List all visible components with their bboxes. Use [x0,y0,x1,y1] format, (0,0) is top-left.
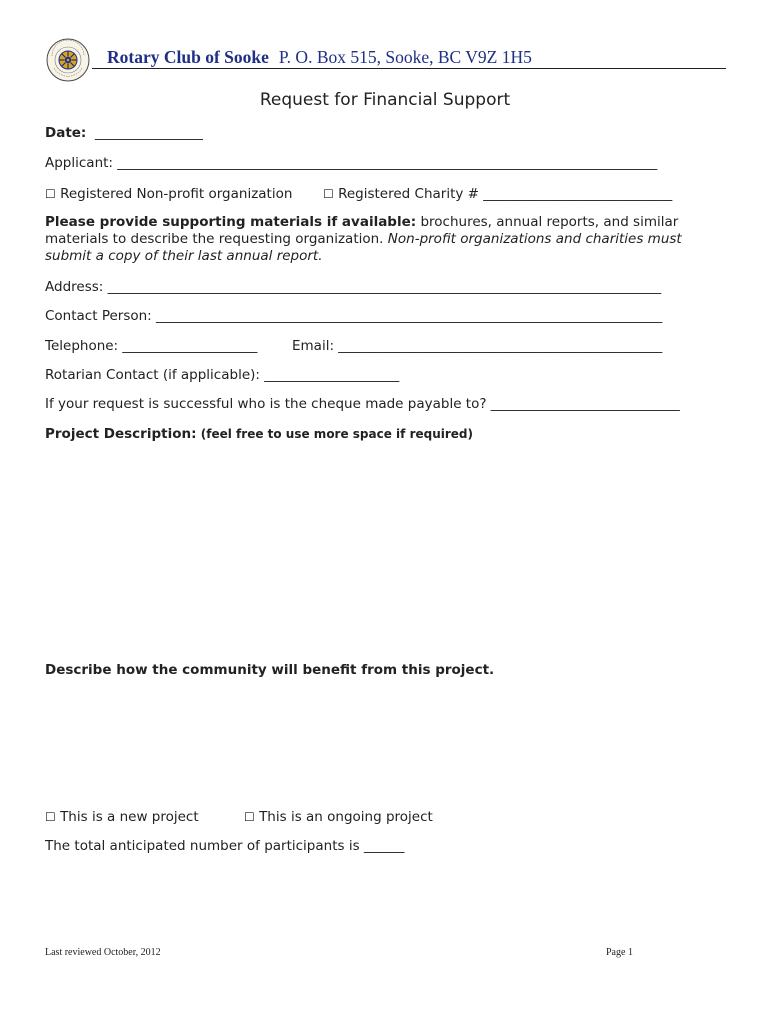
cheque-payable-field[interactable]: If your request is successful who is the cheque made payable to? ____________________________ [45,396,680,412]
checkbox-icon[interactable]: ☐ [45,187,56,201]
rotary-seal-logo [46,38,90,82]
page-title: Request for Financial Support [259,90,511,110]
new-project-label: This is a new project [60,809,199,825]
nonprofit-option[interactable] [45,186,292,202]
applicant-field[interactable]: Applicant: ________________________________________________________________________________ [45,155,658,171]
letterhead [107,47,532,68]
email-field[interactable]: Email: ________________________________________________ [292,338,663,354]
nonprofit-label: Registered Non-profit organization [60,186,293,202]
project-description-area[interactable] [45,448,725,648]
project-description-label: Project Description: [45,426,197,442]
footer-last-reviewed: Last reviewed October, 2012 [45,947,161,958]
new-project-option[interactable] [45,809,199,825]
date-row [45,125,203,141]
rotarian-contact-field[interactable]: Rotarian Contact (if applicable): ____________________ [45,367,400,383]
ongoing-project-option[interactable] [244,809,433,825]
community-benefit-area[interactable] [45,685,725,800]
ongoing-project-label: This is an ongoing project [259,809,433,825]
supporting-requirement: Non-profit organizations and charities must submit a copy of their last annual report. [45,231,682,264]
project-description-heading [45,426,473,442]
telephone-field[interactable]: Telephone: ____________________ [45,338,258,354]
supporting-text: brochures, annual reports, and similar materials to describe the requesting organization. [45,214,679,247]
footer-page-number: Page 1 [606,947,633,958]
checkbox-icon[interactable]: ☐ [244,810,255,824]
community-benefit-heading: Describe how the community will benefit from this project. [45,662,495,678]
charity-option[interactable] [323,186,672,202]
address-field[interactable]: Address: __________________________________________________________________________________ [45,279,662,295]
contact-person-field[interactable]: Contact Person: ___________________________________________________________________________ [45,308,663,324]
checkbox-icon[interactable]: ☐ [45,810,56,824]
supporting-materials-note [45,214,725,265]
checkbox-icon[interactable]: ☐ [323,187,334,201]
participants-field[interactable]: The total anticipated number of participants is ______ [45,838,405,854]
date-field[interactable]: ________________ [94,125,203,141]
charity-label: Registered Charity # ____________________________ [338,186,673,202]
date-label: Date: [45,125,87,141]
supporting-heading: Please provide supporting materials if available: [45,214,417,230]
header-rule [92,68,726,69]
club-address: P. O. Box 515, Sooke, BC V9Z 1H5 [278,47,532,67]
project-description-note: (feel free to use more space if required) [200,427,473,441]
club-name: Rotary Club of Sooke [107,47,269,67]
